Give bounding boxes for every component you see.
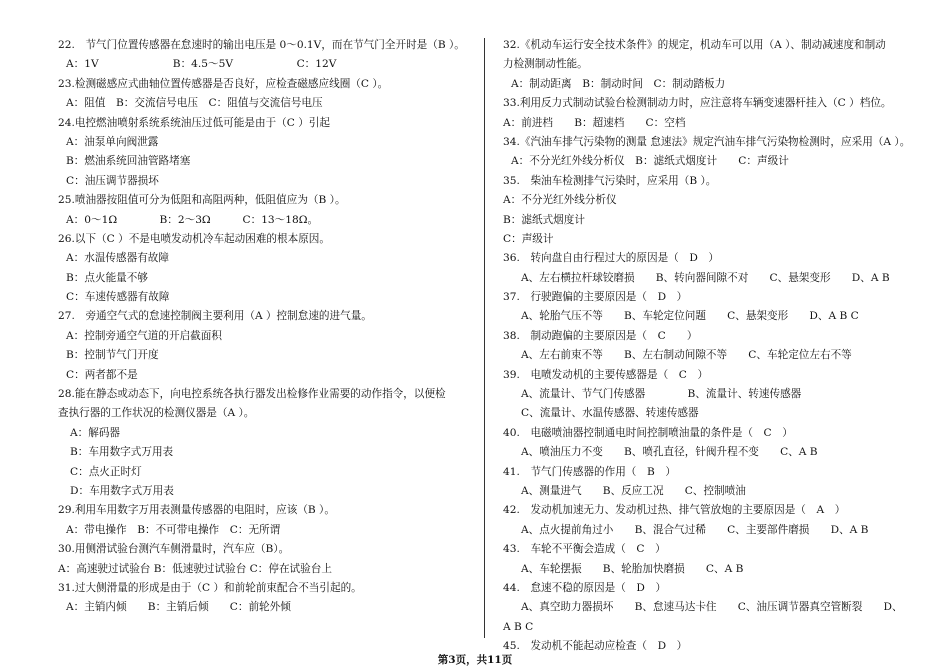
question-line: A：解码器 bbox=[70, 426, 121, 439]
question-line: 23.检测磁感应式曲轴位置传感器是否良好，应检查磁感应线圈（C ）。 bbox=[58, 77, 389, 90]
question-line: 24.电控燃油喷射系统系统油压过低可能是由于（C ）引起 bbox=[58, 116, 330, 129]
question-line: 28.能在静态或动态下，向电控系统各执行器发出检修作业需要的动作指令，以便检 bbox=[58, 388, 446, 401]
question-line: 38. 制动跑偏的主要原因是（ C ） bbox=[503, 329, 698, 342]
question-line: 43. 车轮不平衡会造成（ C ） bbox=[503, 543, 666, 556]
question-line: 44. 怠速不稳的原因是（ D ） bbox=[503, 581, 667, 594]
question-line: 29.利用车用数字万用表测量传感器的电阻时，应该（B ）。 bbox=[58, 504, 335, 517]
question-line: A：高速驶过试验台 B：低速驶过试验台 C：停在试验台上 bbox=[58, 562, 332, 575]
question-line: A：油泵单向阀泄露 bbox=[66, 135, 159, 148]
question-line: A、左右前束不等 B、左右制动间隙不等 C、车轮定位左右不等 bbox=[521, 349, 852, 362]
question-line: A：不分光红外线分析仪 bbox=[503, 194, 617, 207]
question-line: A：前进档 B：超速档 C：空档 bbox=[503, 116, 686, 129]
question-line: A、轮胎气压不等 B、车轮定位问题 C、悬架变形 D、A B C bbox=[521, 310, 859, 323]
question-line: A：0～1Ω B：2～3Ω C：13～18Ω。 bbox=[66, 213, 319, 226]
question-line: 45. 发动机不能起动应检查（ D ） bbox=[503, 640, 688, 653]
question-line: A、测量进气 B、反应工况 C、控制喷油 bbox=[521, 484, 746, 497]
question-line: B：控制节气门开度 bbox=[66, 349, 159, 362]
question-line: B：车用数字式万用表 bbox=[70, 446, 174, 459]
column-divider bbox=[484, 38, 485, 638]
question-line: C：两者都不是 bbox=[66, 368, 138, 381]
question-line: D：车用数字式万用表 bbox=[70, 484, 174, 497]
question-line: A、真空助力器损坏 B、怠速马达卡住 C、油压调节器真空管断裂 D、 bbox=[521, 601, 903, 614]
question-line: 27. 旁通空气式的怠速控制阀主要利用（A ）控制怠速的进气量。 bbox=[58, 310, 372, 323]
page-number: 第3页，共11页 bbox=[437, 654, 513, 666]
question-line: 33.利用反力式制动试验台检测制动力时，应注意将车辆变速器杆挂入（C ）档位。 bbox=[503, 97, 892, 110]
question-line: 26.以下（C ）不是电喷发动机冷车起动困难的根本原因。 bbox=[58, 232, 330, 245]
left-column bbox=[58, 36, 470, 618]
question-line: A、喷油压力不变 B、喷孔直径，针阀升程不变 C、A B bbox=[521, 446, 818, 459]
question-line: C：声级计 bbox=[503, 232, 554, 245]
question-line: C：车速传感器有故障 bbox=[66, 291, 170, 304]
question-line: A B C bbox=[503, 620, 534, 633]
question-line: A：带电操作 B：不可带电操作 C：无所谓 bbox=[66, 523, 281, 536]
question-line: B：滤纸式烟度计 bbox=[503, 213, 585, 226]
question-line: A：阻值 B：交流信号电压 C：阻值与交流信号电压 bbox=[66, 97, 323, 110]
question-line: 30.用侧滑试验台测汽车侧滑量时，汽车应（B）。 bbox=[58, 543, 290, 556]
question-line: B：点火能量不够 bbox=[66, 271, 148, 284]
question-line: 25.喷油器按阻值可分为低阻和高阻两种，低阻值应为（B ）。 bbox=[58, 194, 346, 207]
question-line: C、流量计、水温传感器、转速传感器 bbox=[521, 407, 699, 420]
question-line: A、车轮摆振 B、轮胎加快磨损 C、A B bbox=[521, 562, 744, 575]
question-line: A：水温传感器有故障 bbox=[66, 252, 169, 265]
question-line: 39. 电喷发动机的主要传感器是（ C ） bbox=[503, 368, 709, 381]
question-line: 40. 电磁喷油器控制通电时间控制喷油量的条件是（ C ） bbox=[503, 426, 793, 439]
question-line: 41. 节气门传感器的作用（ B ） bbox=[503, 465, 676, 478]
question-line: A、流量计、节气门传感器 B、流量计、转速传感器 bbox=[521, 388, 802, 401]
question-line: 22. 节气门位置传感器在怠速时的输出电压是 0～0.1V，而在节气门全开时是（B ）。 bbox=[58, 39, 465, 51]
question-line: 35. 柴油车检测排气污染时，应采用（B ）。 bbox=[503, 174, 717, 187]
question-line: B：燃油系统回油管路堵塞 bbox=[66, 155, 191, 168]
question-line: 36. 转向盘自由行程过大的原因是（ D ） bbox=[503, 252, 720, 265]
question-line: 31.过大侧滑量的形成是由于（C ）和前轮前束配合不当引起的。 bbox=[58, 581, 362, 594]
question-line: A、点火提前角过小 B、混合气过稀 C、主要部件磨损 D、A B bbox=[521, 523, 869, 536]
question-line: 37. 行驶跑偏的主要原因是（ D ） bbox=[503, 291, 688, 304]
question-line: C：油压调节器损坏 bbox=[66, 174, 159, 187]
question-line: A：制动距离 B：制动时间 C：制动踏板力 bbox=[511, 77, 726, 90]
question-line: A：不分光红外线分析仪 B：滤纸式烟度计 C：声级计 bbox=[511, 155, 789, 168]
question-line: 34.《汽油车排气污染物的测量 怠速法》规定汽油车排气污染物检测时，应采用（A ）。 bbox=[503, 135, 911, 148]
question-line: A、左右横拉杆球铰磨损 B、转向器间隙不对 C、悬架变形 D、A B bbox=[521, 271, 890, 284]
question-line: 32.《机动车运行安全技术条件》的规定，机动车可以用（A ）、制动减速度和制动 bbox=[503, 39, 886, 51]
question-line: A：1V B：4.5～5V C：12V bbox=[66, 58, 337, 71]
question-line: C：点火正时灯 bbox=[70, 465, 142, 478]
question-line: 42. 发动机加速无力、发动机过热、排气管放炮的主要原因是（ A ） bbox=[503, 504, 846, 517]
question-line: 查执行器的工作状况的检测仪器是（A ）。 bbox=[58, 407, 255, 420]
question-line: 力检测制动性能。 bbox=[503, 58, 588, 71]
right-column bbox=[503, 36, 921, 657]
question-line: A：主销内倾 B：主销后倾 C：前轮外倾 bbox=[66, 601, 291, 614]
question-line: A：控制旁通空气道的开启截面积 bbox=[66, 329, 222, 342]
